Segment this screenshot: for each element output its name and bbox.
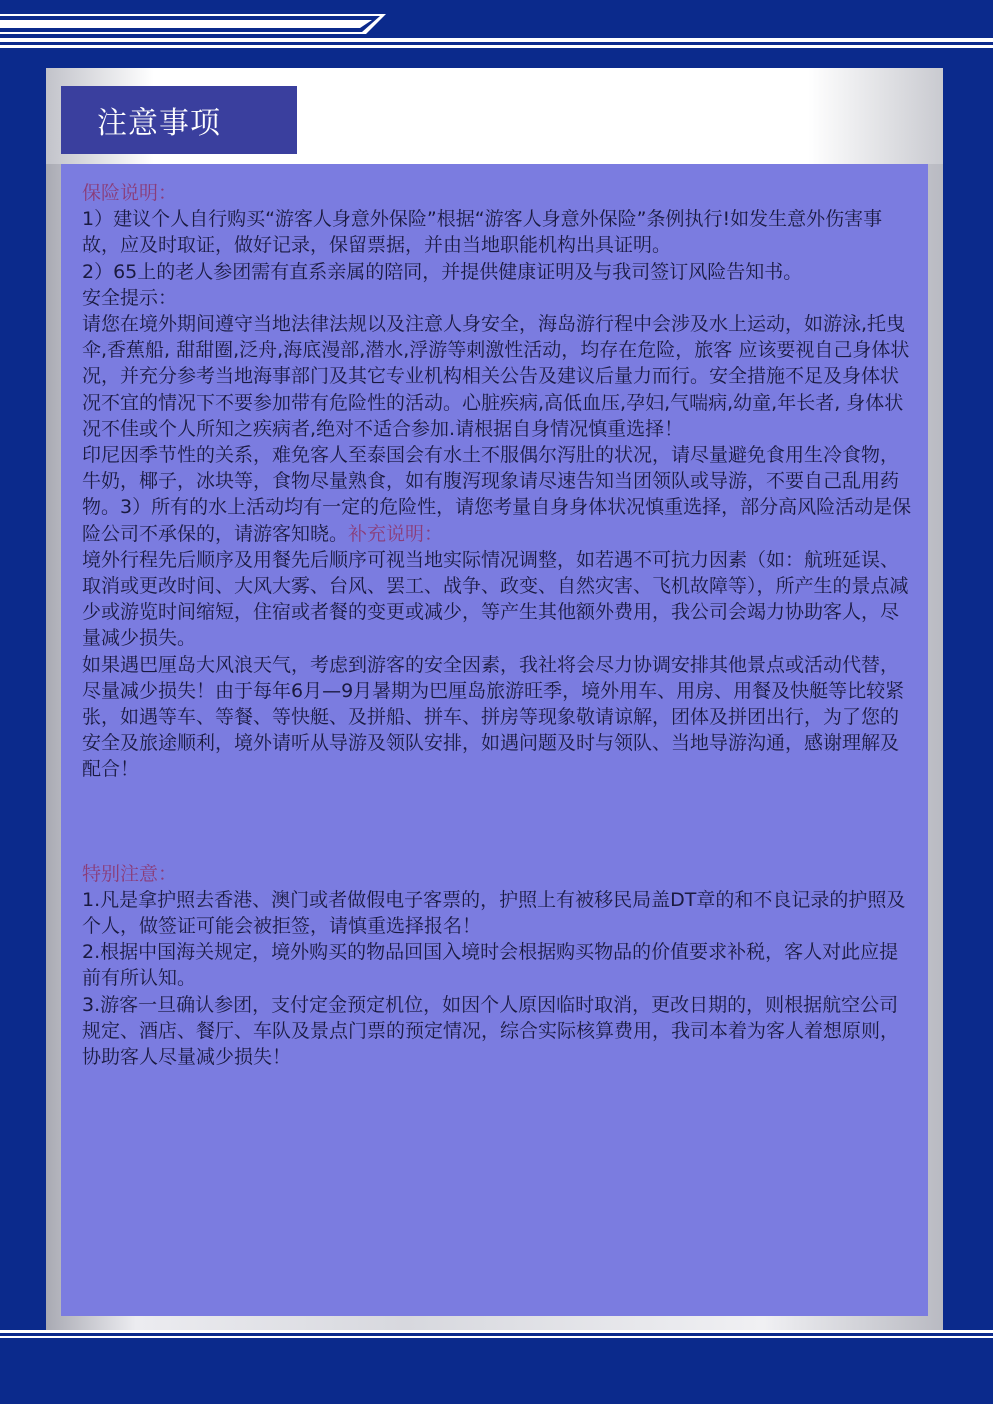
notice-panel [61,164,928,1316]
special-item-2: 2.根据中国海关规定，境外购买的物品回国入境时会根据购买物品的价值要求补税，客人对此应提前有所认知。 [82,941,899,990]
supplement-heading: 补充说明： [348,522,444,545]
special-item-1: 1.凡是拿护照去香港、澳门或者做假电子客票的，护照上有被移民局盖DT章的和不良记录的护照及个人，做签证可能会被拒签，请慎重选择报名！ [82,888,906,938]
insurance-line-1: 1）建议个人自行购买“游客人身意外保险”根据“游客人身意外保险”条例执行!如发生意外伤害事故，应及时取证，做好记录，保留票据，并由当地职能机构出具证明。 [82,208,883,257]
safety-paragraph-2-text: 印尼因季节性的关系，难免客人至泰国会有水土不服偶尔泻肚的状况，请尽量避免食用生冷食物，牛奶，椰子，冰块等，食物尽量熟食，如有腹泻现象请尽速告知当团领队或导游，不要自己乱用药物。3）所有的水上活动均有一定的危险性，请您考量自身身体状况慎重选择，部分高风险活动是保险公司不承保的，请游客知晓。 [82,444,912,545]
section-spacer [82,783,912,861]
safety-heading: 安全提示： [82,286,178,309]
notice-content [82,180,912,1070]
page-title: 注意事项 [97,106,221,141]
special-item-3: 3.游客一旦确认参团，支付定金预定机位，如因个人原因临时取消，更改日期的，则根据航空公司规定、酒店、餐厅、车队及景点门票的预定情况，综合实际核算费用，我司本着为客人着想原则，协助客人尽量减少损失！ [82,993,900,1069]
title-box [61,86,297,154]
insurance-heading: 保险说明： [82,182,178,204]
special-heading: 特别注意： [82,862,178,885]
supplement-paragraph-1: 境外行程先后顺序及用餐先后顺序可视当地实际情况调整，如若遇不可抗力因素（如：航班延误、取消或更改时间、大风大雾、台风、罢工、战争、政变、自然灾害、飞机故障等），所产生的景点减少或游览时间缩短，住宿或者餐的变更或减少，等产生其他额外费用，我公司会竭力协助客人，尽量减少损失。 [82,548,909,650]
insurance-line-2: 2）65上的老人参团需有直系亲属的陪同，并提供健康证明及与我司签订风险告知书。 [82,260,803,283]
top-stripes-graphic [0,0,993,52]
bottom-stripes-graphic [0,1330,993,1340]
top-decorative-band [0,0,993,52]
safety-paragraph-1: 请您在境外期间遵守当地法律法规以及注意人身安全，海岛游行程中会涉及水上运动，如游泳,托曳伞,香蕉船, 甜甜圈,泛舟,海底漫部,潜水,浮游等刺激性活动，均存在危险，旅客 应该要视自己身体状况，并充分参考当地海事部门及其它专业机构相关公告及建议后量力而行。安全措施不足及身体状况不宜的情况下不要参加带有危险性的活动。心脏疾病,高低血压,孕妇,气喘病,幼童,年长者, 身体状况不佳或个人所知之疾病者,绝对不适合参加.请根据自身情况慎重选择！ [82,313,910,440]
supplement-paragraph-2: 如果遇巴厘岛大风浪天气，考虑到游客的安全因素，我社将会尽力协调安排其他景点或活动代替，尽量减少损失！由于每年6月—9月暑期为巴厘岛旅游旺季，境外用车、用房、用餐及快艇等比较紧张，如遇等车、等餐、等快艇、及拼船、拼车、拼房等现象敬请谅解，团体及拼团出行，为了您的安全及旅途顺利，境外请听从导游及领队安排，如遇问题及时与领队、当地导游沟通，感谢理解及配合！ [82,653,905,781]
safety-paragraph-2 [82,442,912,547]
content-frame [46,68,943,1331]
